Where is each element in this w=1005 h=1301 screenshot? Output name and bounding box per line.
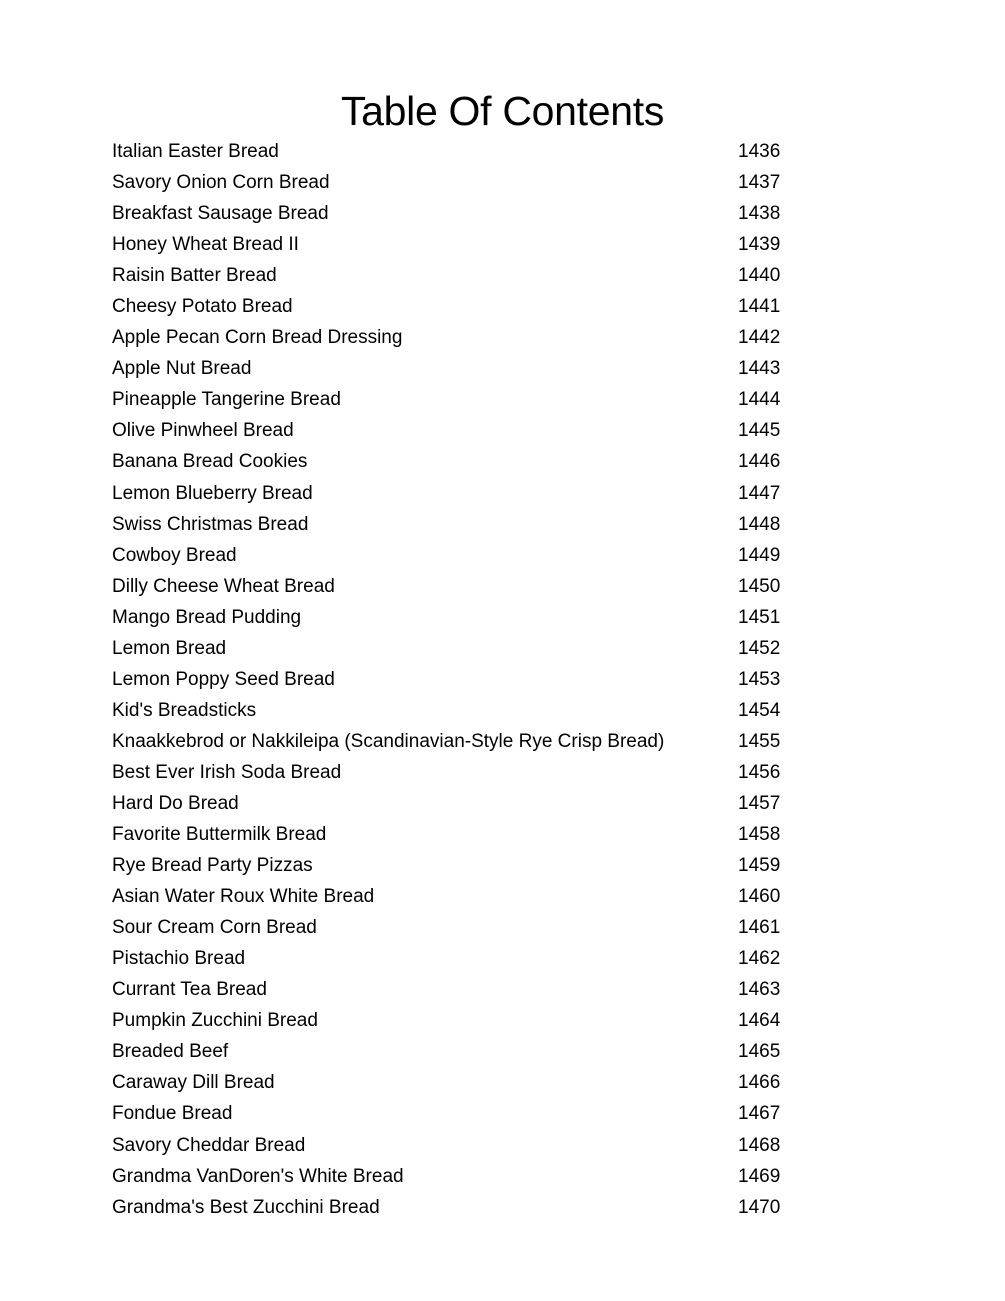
toc-entry: [112, 540, 812, 571]
toc-entry-page-number: 1459: [738, 855, 781, 877]
toc-entry-title: Lemon Bread: [112, 637, 227, 659]
toc-entry-title: Kid's Breadsticks: [112, 699, 257, 721]
toc-entry-page-number: 1445: [738, 420, 781, 442]
toc-entry-title: Savory Onion Corn Bread: [112, 172, 330, 194]
toc-entry: [112, 664, 812, 695]
toc-entry: [112, 1098, 812, 1129]
toc-entry-page-number: 1446: [738, 451, 781, 473]
toc-entry-page-number: 1470: [738, 1196, 781, 1218]
toc-entry-title: Breaded Beef: [112, 1041, 229, 1063]
toc-entry: [112, 1036, 812, 1067]
toc-entry: [112, 974, 812, 1005]
toc-entry: [112, 353, 812, 384]
toc-entry-page-number: 1438: [738, 203, 781, 225]
toc-entry-page-number: 1447: [738, 482, 781, 504]
toc-entry: [112, 788, 812, 819]
toc-entry: [112, 478, 812, 509]
toc-entry-title: Pumpkin Zucchini Bread: [112, 1010, 318, 1032]
toc-entry-title: Apple Nut Bread: [112, 358, 252, 380]
toc-entry-page-number: 1448: [738, 513, 781, 535]
toc-entry-page-number: 1444: [738, 389, 781, 411]
toc-entry-page-number: 1451: [738, 606, 781, 628]
toc-entry: [112, 695, 812, 726]
toc-entry-page-number: 1455: [738, 730, 781, 752]
toc-entry-title: Grandma VanDoren's White Bread: [112, 1165, 404, 1187]
toc-entry-page-number: 1457: [738, 792, 781, 814]
toc-entry: [112, 850, 812, 881]
toc-entry-title: Rye Bread Party Pizzas: [112, 855, 313, 877]
table-of-contents-list: [112, 136, 812, 1223]
toc-entry: [112, 1161, 812, 1192]
toc-entry-title: Honey Wheat Bread II: [112, 234, 299, 256]
toc-entry: [112, 633, 812, 664]
toc-entry: [112, 1130, 812, 1161]
toc-entry: [112, 167, 812, 198]
toc-entry-page-number: 1436: [738, 141, 781, 162]
toc-entry-title: Fondue Bread: [112, 1103, 233, 1125]
toc-entry-title: Sour Cream Corn Bread: [112, 917, 317, 939]
toc-entry-title: Grandma's Best Zucchini Bread: [112, 1196, 380, 1218]
toc-entry-page-number: 1440: [738, 265, 781, 287]
toc-entry-page-number: 1462: [738, 948, 781, 970]
toc-entry-page-number: 1454: [738, 699, 781, 721]
toc-entry: [112, 571, 812, 602]
toc-entry-title: Pineapple Tangerine Bread: [112, 389, 341, 411]
toc-entry-page-number: 1441: [738, 296, 781, 318]
toc-entry: [112, 757, 812, 788]
toc-entry-title: Italian Easter Bread: [112, 141, 279, 162]
toc-entry-page-number: 1456: [738, 761, 781, 783]
toc-entry-title: Mango Bread Pudding: [112, 606, 302, 628]
toc-entry: [112, 1192, 812, 1223]
toc-entry: [112, 446, 812, 477]
toc-entry: [112, 509, 812, 540]
toc-entry: [112, 881, 812, 912]
toc-entry-title: Banana Bread Cookies: [112, 451, 308, 473]
toc-entry-title: Currant Tea Bread: [112, 979, 267, 1001]
toc-entry: [112, 415, 812, 446]
toc-entry-title: Knaakkebrod or Nakkileipa (Scandinavian-Style Rye Crisp Bread): [112, 730, 665, 752]
toc-entry-page-number: 1443: [738, 358, 781, 380]
page-title: Table Of Contents: [340, 88, 665, 135]
toc-entry-title: Olive Pinwheel Bread: [112, 420, 294, 442]
toc-entry-title: Raisin Batter Bread: [112, 265, 277, 287]
toc-entry: [112, 912, 812, 943]
toc-entry-page-number: 1458: [738, 824, 781, 846]
toc-entry-page-number: 1450: [738, 575, 781, 597]
toc-entry: [112, 384, 812, 415]
toc-entry-title: Lemon Blueberry Bread: [112, 482, 313, 504]
toc-entry: [112, 943, 812, 974]
toc-entry: [112, 198, 812, 229]
toc-entry-page-number: 1452: [738, 637, 781, 659]
toc-entry-title: Swiss Christmas Bread: [112, 513, 309, 535]
toc-entry: [112, 726, 812, 757]
toc-entry-title: Lemon Poppy Seed Bread: [112, 668, 335, 690]
toc-entry-page-number: 1437: [738, 172, 781, 194]
toc-entry-title: Asian Water Roux White Bread: [112, 886, 375, 908]
toc-entry-title: Cowboy Bread: [112, 544, 237, 566]
toc-entry-page-number: 1453: [738, 668, 781, 690]
toc-entry-page-number: 1465: [738, 1041, 781, 1063]
toc-entry: [112, 260, 812, 291]
toc-entry-page-number: 1468: [738, 1134, 781, 1156]
toc-entry: [112, 602, 812, 633]
toc-entry-page-number: 1439: [738, 234, 781, 256]
toc-entry-title: Pistachio Bread: [112, 948, 246, 970]
toc-entry-title: Best Ever Irish Soda Bread: [112, 761, 342, 783]
toc-entry: [112, 291, 812, 322]
toc-entry: [112, 229, 812, 260]
toc-entry-page-number: 1464: [738, 1010, 781, 1032]
toc-entry-title: Dilly Cheese Wheat Bread: [112, 575, 335, 597]
toc-entry-page-number: 1466: [738, 1072, 781, 1094]
toc-entry-title: Favorite Buttermilk Bread: [112, 824, 327, 846]
toc-entry-page-number: 1467: [738, 1103, 781, 1125]
toc-entry-page-number: 1449: [738, 544, 781, 566]
toc-entry-page-number: 1461: [738, 917, 781, 939]
toc-entry: [112, 322, 812, 353]
toc-entry-title: Breakfast Sausage Bread: [112, 203, 329, 225]
toc-entry-title: Apple Pecan Corn Bread Dressing: [112, 327, 403, 349]
toc-entry-page-number: 1463: [738, 979, 781, 1001]
toc-entry-page-number: 1460: [738, 886, 781, 908]
toc-entry: [112, 1067, 812, 1098]
toc-entry: [112, 1005, 812, 1036]
toc-entry: [112, 819, 812, 850]
toc-entry-title: Savory Cheddar Bread: [112, 1134, 306, 1156]
toc-entry-title: Caraway Dill Bread: [112, 1072, 275, 1094]
toc-entry-title: Hard Do Bread: [112, 792, 239, 814]
toc-entry-page-number: 1442: [738, 327, 781, 349]
toc-entry: [112, 136, 812, 167]
toc-entry-title: Cheesy Potato Bread: [112, 296, 293, 318]
toc-entry-page-number: 1469: [738, 1165, 781, 1187]
